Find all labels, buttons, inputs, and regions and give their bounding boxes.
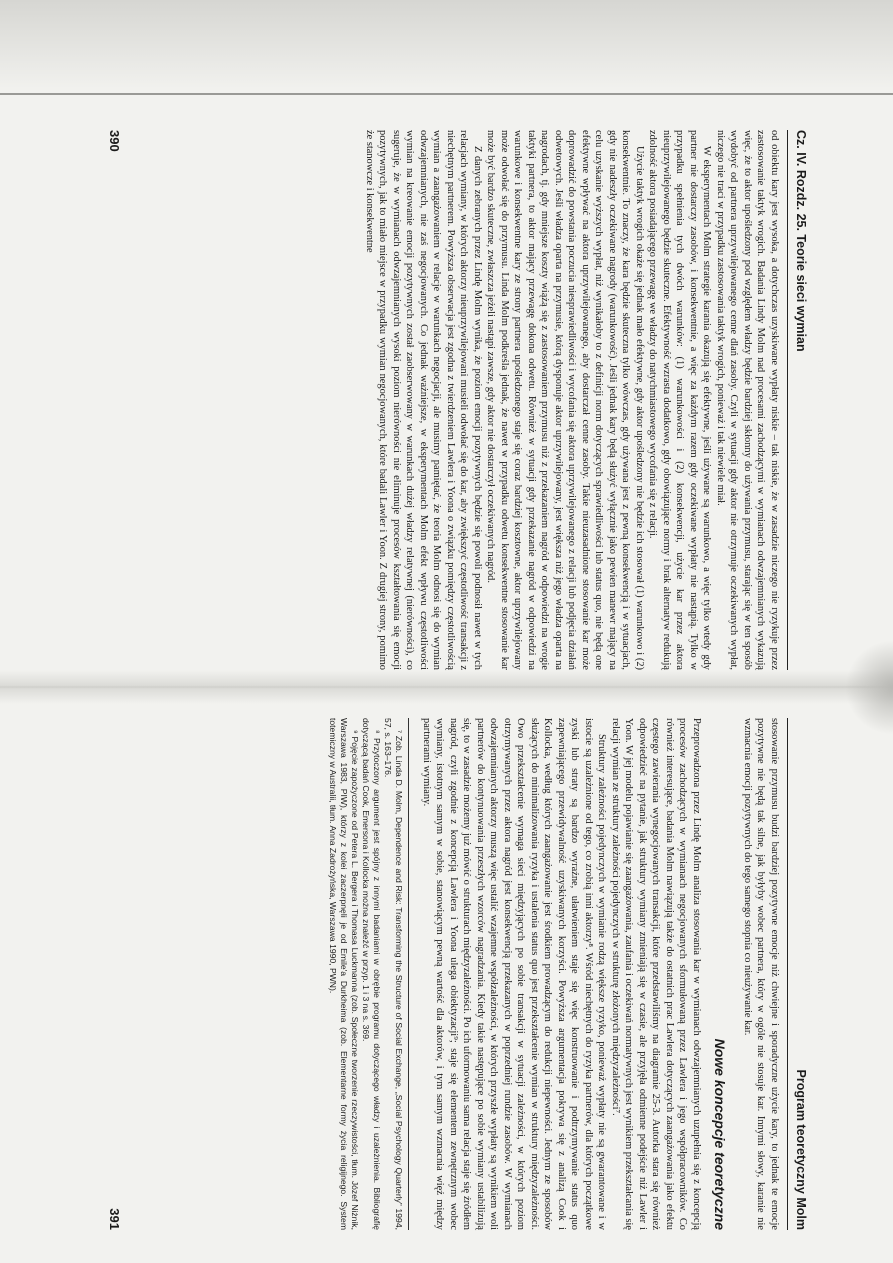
running-header-title: Cz. IV. Rozdz. 25. Teorie sieci wymian xyxy=(794,130,808,352)
running-header-391 xyxy=(790,718,808,1230)
page-390 xyxy=(108,130,808,670)
paragraph: od obiektu kary jest wysoka, a dotychczas uzyskiwane wypłaty niskie – tak niskie, że w zasadzie niczego nie ryzykuje przez zastosowanie taktyk wrogich. Badania Lindy Molm nad procesami zachodzącymi w wymianach odwzajemnianych wykazują więc, że to aktor upośledzony pod względem władzy będzie bardziej skłonny do używania przymusu, starając się w ten sposób wydobyć od partnera uprzywilejowanego cenne dlań zasoby. Czyli w sytuacji gdy aktor nie otrzymuje oczekiwanych wypłat, niczego nie traci w przypadku zastosowania taktyk wrogich, ponieważ i tak niewiele miał. xyxy=(715,130,780,670)
paragraph: Przeprowadzona przez Lindę Molm analiza stosowania kar w wymianach odwzajemnianych uzupełnia się z koncepcją procesów zachodzących w wymianach negocjowanych sformułowaną przez Lawlera i jego współpracowników. Co również interesujące, badania Molm nawiązują także do ostatnich prac Lawlera dotyczących zaangażowania jako efektu częstego zawierania wynegocjowanych transakcji, które przedstawiliśmy na diagramie 25-3. Autorka stara się również odpowiedzieć na pytanie, jak struktury wymiany zmieniają się w czasie, ale przyjęła odmienne podejście niż Lawler i Yoon. W jej modelu pojawianie się zaangażowania, zaufania i oczekiwań normatywnych jest wynikiem przekształcania się relacji wymian ze struktury zależności pojedynczych w strukturę złożonych międzyzależności⁷. xyxy=(610,718,702,1230)
body-text-390 xyxy=(363,130,782,670)
paragraph: Struktury zależności pojedynczych w wymianie rodzą większe ryzyko, ponieważ wypłaty nie są gwarantowane i w istocie są uzależnione od tego, co zrobią inni aktorzy⁸. Wśród niechętnych do ryzyka partnerów, dla których początkowe zyski lub straty są bardzo wyraźne, ułatwieniem staje się więc konstruowanie i podtrzymywanie status quo zapewniającego przewidywalność uzyskiwanych korzyści. Powyższa argumentacja pokrywa się z analizą Cook i Kollocka, według których zaangażowanie jest środkiem prowadzącym do redukcji niepewności. Jednym ze sposobów służących do minimalizowania ryzyka i ustalenia status quo jest przekształcenie wymian w struktury międzyzależności. Owo przekształcenie wymaga sieci międzyjących po sobie transakcji w sytuacji zależności, w których poziom otrzymywanych przez aktora nagród jest konsekwencją przekazanych w poprzedniej rundzie zasobów. W wymianach odwzajemnianych aktorzy muszą więc ustalić wzajemne współzależności, w których przyszłe wypłaty są wynikiem woli partnerów do kontynuowania przeszłych wzorców nagradzania. Kiedy takie następujące po sobie wymiany ustabilizują się, to w zasadzie możemy już mówić o strukturach międzyzależności. Po ich uformowaniu sama relacja staje się źródłem nagród, czyli zgodnie z koncepcją Lawlera i Yoona ulega obiektyzacji⁹; staje się elementem zewnętrznym wobec wymiany, istotnym samym w sobie, stanowiącym pewną wartość dla aktorów, i tym samym wzmacnia więź między partnerami wymiany. xyxy=(421,718,608,1230)
footnote: ⁹ Pojęcie zapożyczone od Petera L. Bergera i Thomasa Luckmanna (zob. Społeczne tworzenie rzeczywistości, tłum. Józef Niżnik, Warszawa 1983, PIW), którzy z kolei zaczerpnęli je od Emile'a Durkheima (zob. Elementarne formy życia religijnego. System totemiczny w Australii, tłum. Anna Zadrożyńska, Warszawa 1990, PWN). xyxy=(328,718,361,1230)
scan-top-shadow xyxy=(0,0,893,92)
header-rule xyxy=(787,718,788,1230)
page-number-391: 391 xyxy=(107,1208,122,1230)
running-header-title: Program teoretyczny Molm xyxy=(794,1069,808,1230)
book-gutter xyxy=(0,670,893,704)
header-rule xyxy=(787,130,788,670)
gutter-shadow xyxy=(845,640,893,735)
scan-edge-line xyxy=(0,93,893,95)
section-heading: Nowe koncepcje teoretyczne xyxy=(712,1038,729,1230)
paragraph: Użycie taktyk wrogich okaże się jednak mało efektywne, gdy aktor upośledzony nie będzie ich stosował (1) warunkowo i (2) konsekwentnie. To znaczy, że kara będzie skuteczna tylko wówczas, gdy używana jest z pewną konsekwencją i w sytuacjach, gdy nie nadeszły oczekiwane nagrody (warunkowość). Jeśli jednak kary będą służyć wyłącznie jako pewien manewr mający na celu uzyskanie wyższych wypłat, niż wynikałoby to z definicji norm dotyczących sprawiedliwości lub status quo, nie będą one efektywne wpływać na aktora uprzywilejowanego, aby dostarczał cenne zasoby. Takie nieuzasadnione stosowanie kar może doprowadzić do powstania poczucia niesprawiedliwości i wycofania się aktora uprzywilejowanego z relacji lub podjęcia działań odwetowych. Jeśli władza oparta na przymusie, którą dysponuje aktor uprzywilejowany, jest większa niż jego władza oparta na nagrodach, tj. gdy mniejsze koszty wiążą się z zastosowaniem przymusu niż z przekazaniem nagród w odpowiedzi na wrogie taktyki partnera, to aktor mający przewagę dokona odwetu. Również w sytuacji gdy przekazanie nagród w odpowiedzi na warunkowe i konsekwentne kary ze strony partnera upośledzonego staje się coraz bardziej kosztowne, aktor uprzywilejowany może odwołać się do przymusu. Linda Molm podkreśla jednak, że nawet w przypadku odwetu konsekwentne stosowanie kar może być bardzo skuteczne, zwłaszcza jeżeli nastąpi zawsze, gdy aktor nie dostarczył oczekiwanych nagród. xyxy=(485,130,645,670)
paragraph: W eksperymentach Molm strategie karania okazują się efektywne, jeśli używane są warunkowo, a więc tylko wtedy gdy partner nie dostarczy zasobów, i konsekwentnie, a więc za każdym razem gdy oczekiwane wypłaty nie nastąpią. Tylko w przypadku spełnienia tych dwóch warunków: (1) warunkowości i (2) konsekwencji, użycie kar przez aktora nieuprzywilejowanego będzie skuteczne. Efektywność wzrasta dodatkowo, gdy obowiązujące normy i brak alternatyw redukują zdolność aktora posiadającego przewagę we władzy do natychmiastowego wycofania się z relacji. xyxy=(647,130,713,670)
page-391 xyxy=(108,718,808,1230)
footnotes xyxy=(328,718,410,1230)
footnote: ⁸ Przytoczony argument jest spójny z innymi badaniami w obrębie programu dotyczącego władzy i uzależnienia. Bibliografię dotyczącą badań Cook, Emersona i Kollocka można znaleźć w przyp. 1 i 3 na s. 369. xyxy=(361,718,383,1230)
running-header-390 xyxy=(790,130,808,670)
paragraph: stosowanie przymusu budzi bardziej pozytywne emocje niż chwiejne i sporadyczne użycie kary, to jednak te emocje pozytywne nie będą tak silne, jak byłyby wobec partnera, który w ogóle nie stosuje kar. Innymi słowy, karanie nie wzmacnia emocji pozytywnych do tego samego stopnia co nieużywanie kar. xyxy=(742,718,780,1230)
paragraph: Z danych zebranych przez Lindę Molm wynika, że poziom emocji pozytywnych będzie się powoli podnosił nawet w tych relacjach wymiany, w których aktorzy nieuprzywilejowani musieli odwołać się do kar, aby zwiększyć częstotliwość transakcji z niechętnym partnerem. Powyższa obserwacja jest zgodna z twierdzeniem Lawlera i Yoona o związku pomiędzy częstotliwością wymian a zaangażowaniem w relacje w warunkach negocjacji, ale musimy pamiętać, że teoria Molm odnosi się do wymian odwzajemnianych, nie zaś negocjowanych. Co jednak ważniejsze, w eksperymentach Molm efekt wpływu częstotliwości wymian na kreowanie emocji pozytywnych został zaobserwowany w warunkach dużej władzy relatywnej (nierówności), co sugeruje, że w wymianach odwzajemnianych wysoki poziom nierówności nie eliminuje procesów kształtowania się emocji pozytywnych, jak to miało miejsce w przypadku wymian negocjowanych, które badali Lawler i Yoon. Z drugiej strony, pomimo że stanowcze i konsekwentne xyxy=(364,130,483,670)
body-text-391 xyxy=(420,718,782,1230)
footnote: ⁷ Zob. Linda D. Molm, Dependence and Risk: Transforming the Structure of Social Exchange, „Social Psychology Quarterly” 1994, 57, s. 163–176. xyxy=(383,718,405,1230)
page-number-390: 390 xyxy=(107,130,122,152)
